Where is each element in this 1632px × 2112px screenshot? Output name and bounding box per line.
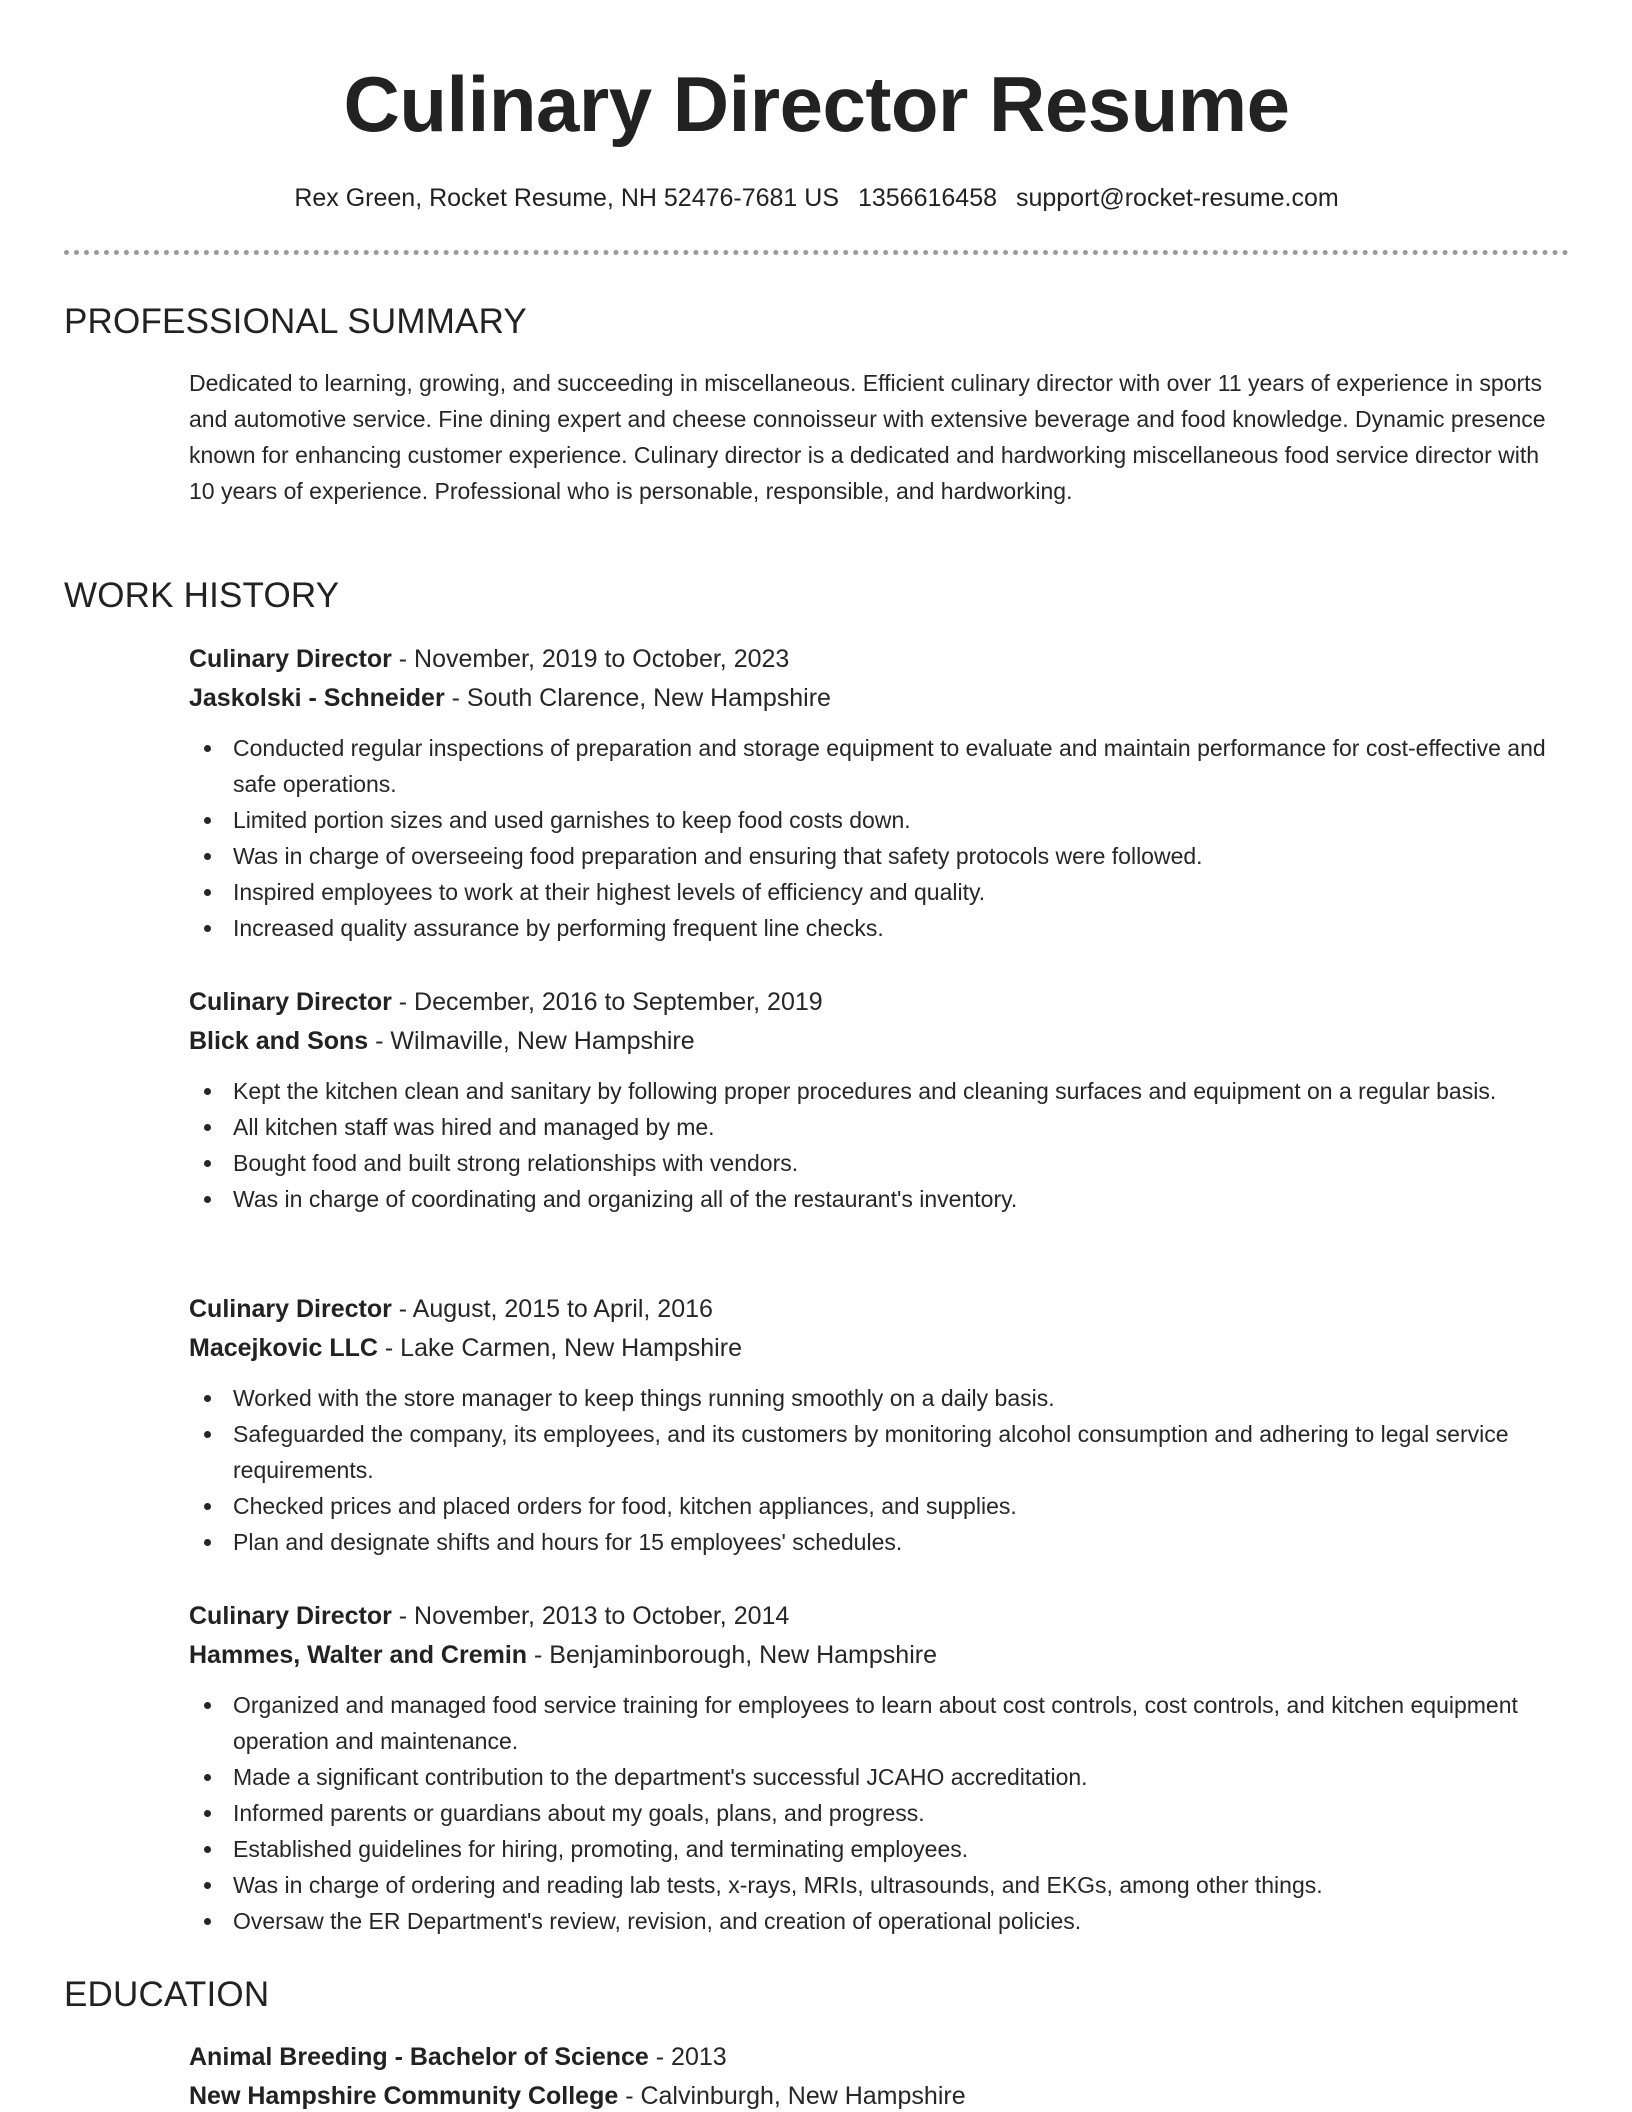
resume-page	[64, 0, 1569, 2112]
education-school: New Hampshire Community College	[189, 2082, 619, 2110]
job-location: - Benjaminborough, New Hampshire	[527, 1641, 937, 1669]
job-title-line	[189, 640, 1569, 679]
job-dates: - August, 2015 to April, 2016	[391, 1295, 713, 1323]
job-entry	[189, 1290, 1569, 1560]
contact-phone: 1356616458	[857, 184, 998, 212]
work-history-heading: WORK HISTORY	[64, 576, 340, 615]
job-bullet: Organized and managed food service training for employees to learn about cost controls, cost controls, and kitchen equipment operation and maintenance.	[189, 1687, 1569, 1759]
education-location: - Calvinburgh, New Hampshire	[618, 2082, 966, 2110]
summary-heading: PROFESSIONAL SUMMARY	[64, 302, 527, 341]
job-bullet: Made a significant contribution to the department's successful JCAHO accreditation.	[189, 1759, 1569, 1795]
job-bullet: Checked prices and placed orders for food, kitchen appliances, and supplies.	[189, 1488, 1569, 1524]
job-title: Culinary Director	[189, 988, 392, 1016]
job-company-line	[189, 1329, 1569, 1368]
job-company: Macejkovic LLC	[189, 1334, 378, 1362]
job-title-line	[189, 983, 1569, 1022]
job-bullets	[189, 1687, 1569, 1939]
job-bullet: Was in charge of ordering and reading lab tests, x-rays, MRIs, ultrasounds, and EKGs, among other things.	[189, 1867, 1569, 1903]
job-location: - South Clarence, New Hampshire	[444, 684, 831, 712]
job-bullet: Increased quality assurance by performing frequent line checks.	[189, 910, 1569, 946]
summary-text: Dedicated to learning, growing, and succeeding in miscellaneous. Efficient culinary director with over 11 years of experience in sports and automotive service. Fine dining expert and cheese connoisseur with extensive beverage and food knowledge. Dynamic presence known for enhancing customer experience. Culinary director is a dedicated and hardworking miscellaneous food service director with 10 years of experience. Professional who is personable, responsible, and hardworking.	[189, 370, 1546, 504]
resume-title: Culinary Director Resume	[343, 60, 1290, 148]
job-location: - Wilmaville, New Hampshire	[368, 1027, 695, 1055]
job-title-line	[189, 1290, 1569, 1329]
job-entry	[189, 640, 1569, 946]
contact-line	[64, 182, 1569, 214]
job-bullet: Oversaw the ER Department's review, revision, and creation of operational policies.	[189, 1903, 1569, 1939]
job-company-line	[189, 679, 1569, 718]
job-entry	[189, 983, 1569, 1217]
job-bullet: All kitchen staff was hired and managed by me.	[189, 1109, 1569, 1145]
job-company: Hammes, Walter and Cremin	[189, 1641, 528, 1669]
job-company: Blick and Sons	[189, 1027, 369, 1055]
job-title-line	[189, 1597, 1569, 1636]
job-bullet: Worked with the store manager to keep things running smoothly on a daily basis.	[189, 1380, 1569, 1416]
job-location: - Lake Carmen, New Hampshire	[377, 1334, 742, 1362]
contact-address: Rex Green, Rocket Resume, NH 52476-7681 US	[294, 184, 840, 212]
job-bullet: Limited portion sizes and used garnishes to keep food costs down.	[189, 802, 1569, 838]
job-title: Culinary Director	[189, 645, 392, 673]
education-year: - 2013	[648, 2043, 727, 2071]
job-bullet: Conducted regular inspections of preparation and storage equipment to evaluate and maintain performance for cost-effective and safe operations.	[189, 730, 1569, 802]
job-company: Jaskolski - Schneider	[189, 684, 445, 712]
header-divider	[64, 250, 1569, 255]
education-degree: Animal Breeding - Bachelor of Science	[189, 2043, 649, 2071]
education-degree-line	[189, 2038, 1569, 2077]
job-dates: - November, 2019 to October, 2023	[391, 645, 790, 673]
job-dates: - November, 2013 to October, 2014	[391, 1602, 790, 1630]
job-bullet: Bought food and built strong relationships with vendors.	[189, 1145, 1569, 1181]
job-bullets	[189, 730, 1569, 946]
job-bullet: Plan and designate shifts and hours for 15 employees' schedules.	[189, 1524, 1569, 1560]
education-entry	[189, 2038, 1569, 2112]
education-heading: EDUCATION	[64, 1975, 270, 2014]
job-bullet: Informed parents or guardians about my goals, plans, and progress.	[189, 1795, 1569, 1831]
job-bullet: Inspired employees to work at their highest levels of efficiency and quality.	[189, 874, 1569, 910]
job-title: Culinary Director	[189, 1602, 392, 1630]
job-bullet: Was in charge of overseeing food preparation and ensuring that safety protocols were followed.	[189, 838, 1569, 874]
job-entry	[189, 1597, 1569, 1939]
job-bullet: Safeguarded the company, its employees, and its customers by monitoring alcohol consumption and adhering to legal service requirements.	[189, 1416, 1569, 1488]
job-bullets	[189, 1073, 1569, 1217]
education-school-line	[189, 2077, 1569, 2112]
job-company-line	[189, 1636, 1569, 1675]
job-title: Culinary Director	[189, 1295, 392, 1323]
job-bullet: Was in charge of coordinating and organizing all of the restaurant's inventory.	[189, 1181, 1569, 1217]
job-dates: - December, 2016 to September, 2019	[391, 988, 823, 1016]
contact-email: support@rocket-resume.com	[1015, 184, 1339, 212]
job-company-line	[189, 1022, 1569, 1061]
job-bullet: Established guidelines for hiring, promoting, and terminating employees.	[189, 1831, 1569, 1867]
job-bullet: Kept the kitchen clean and sanitary by following proper procedures and cleaning surfaces and equipment on a regular basis.	[189, 1073, 1569, 1109]
job-bullets	[189, 1380, 1569, 1560]
